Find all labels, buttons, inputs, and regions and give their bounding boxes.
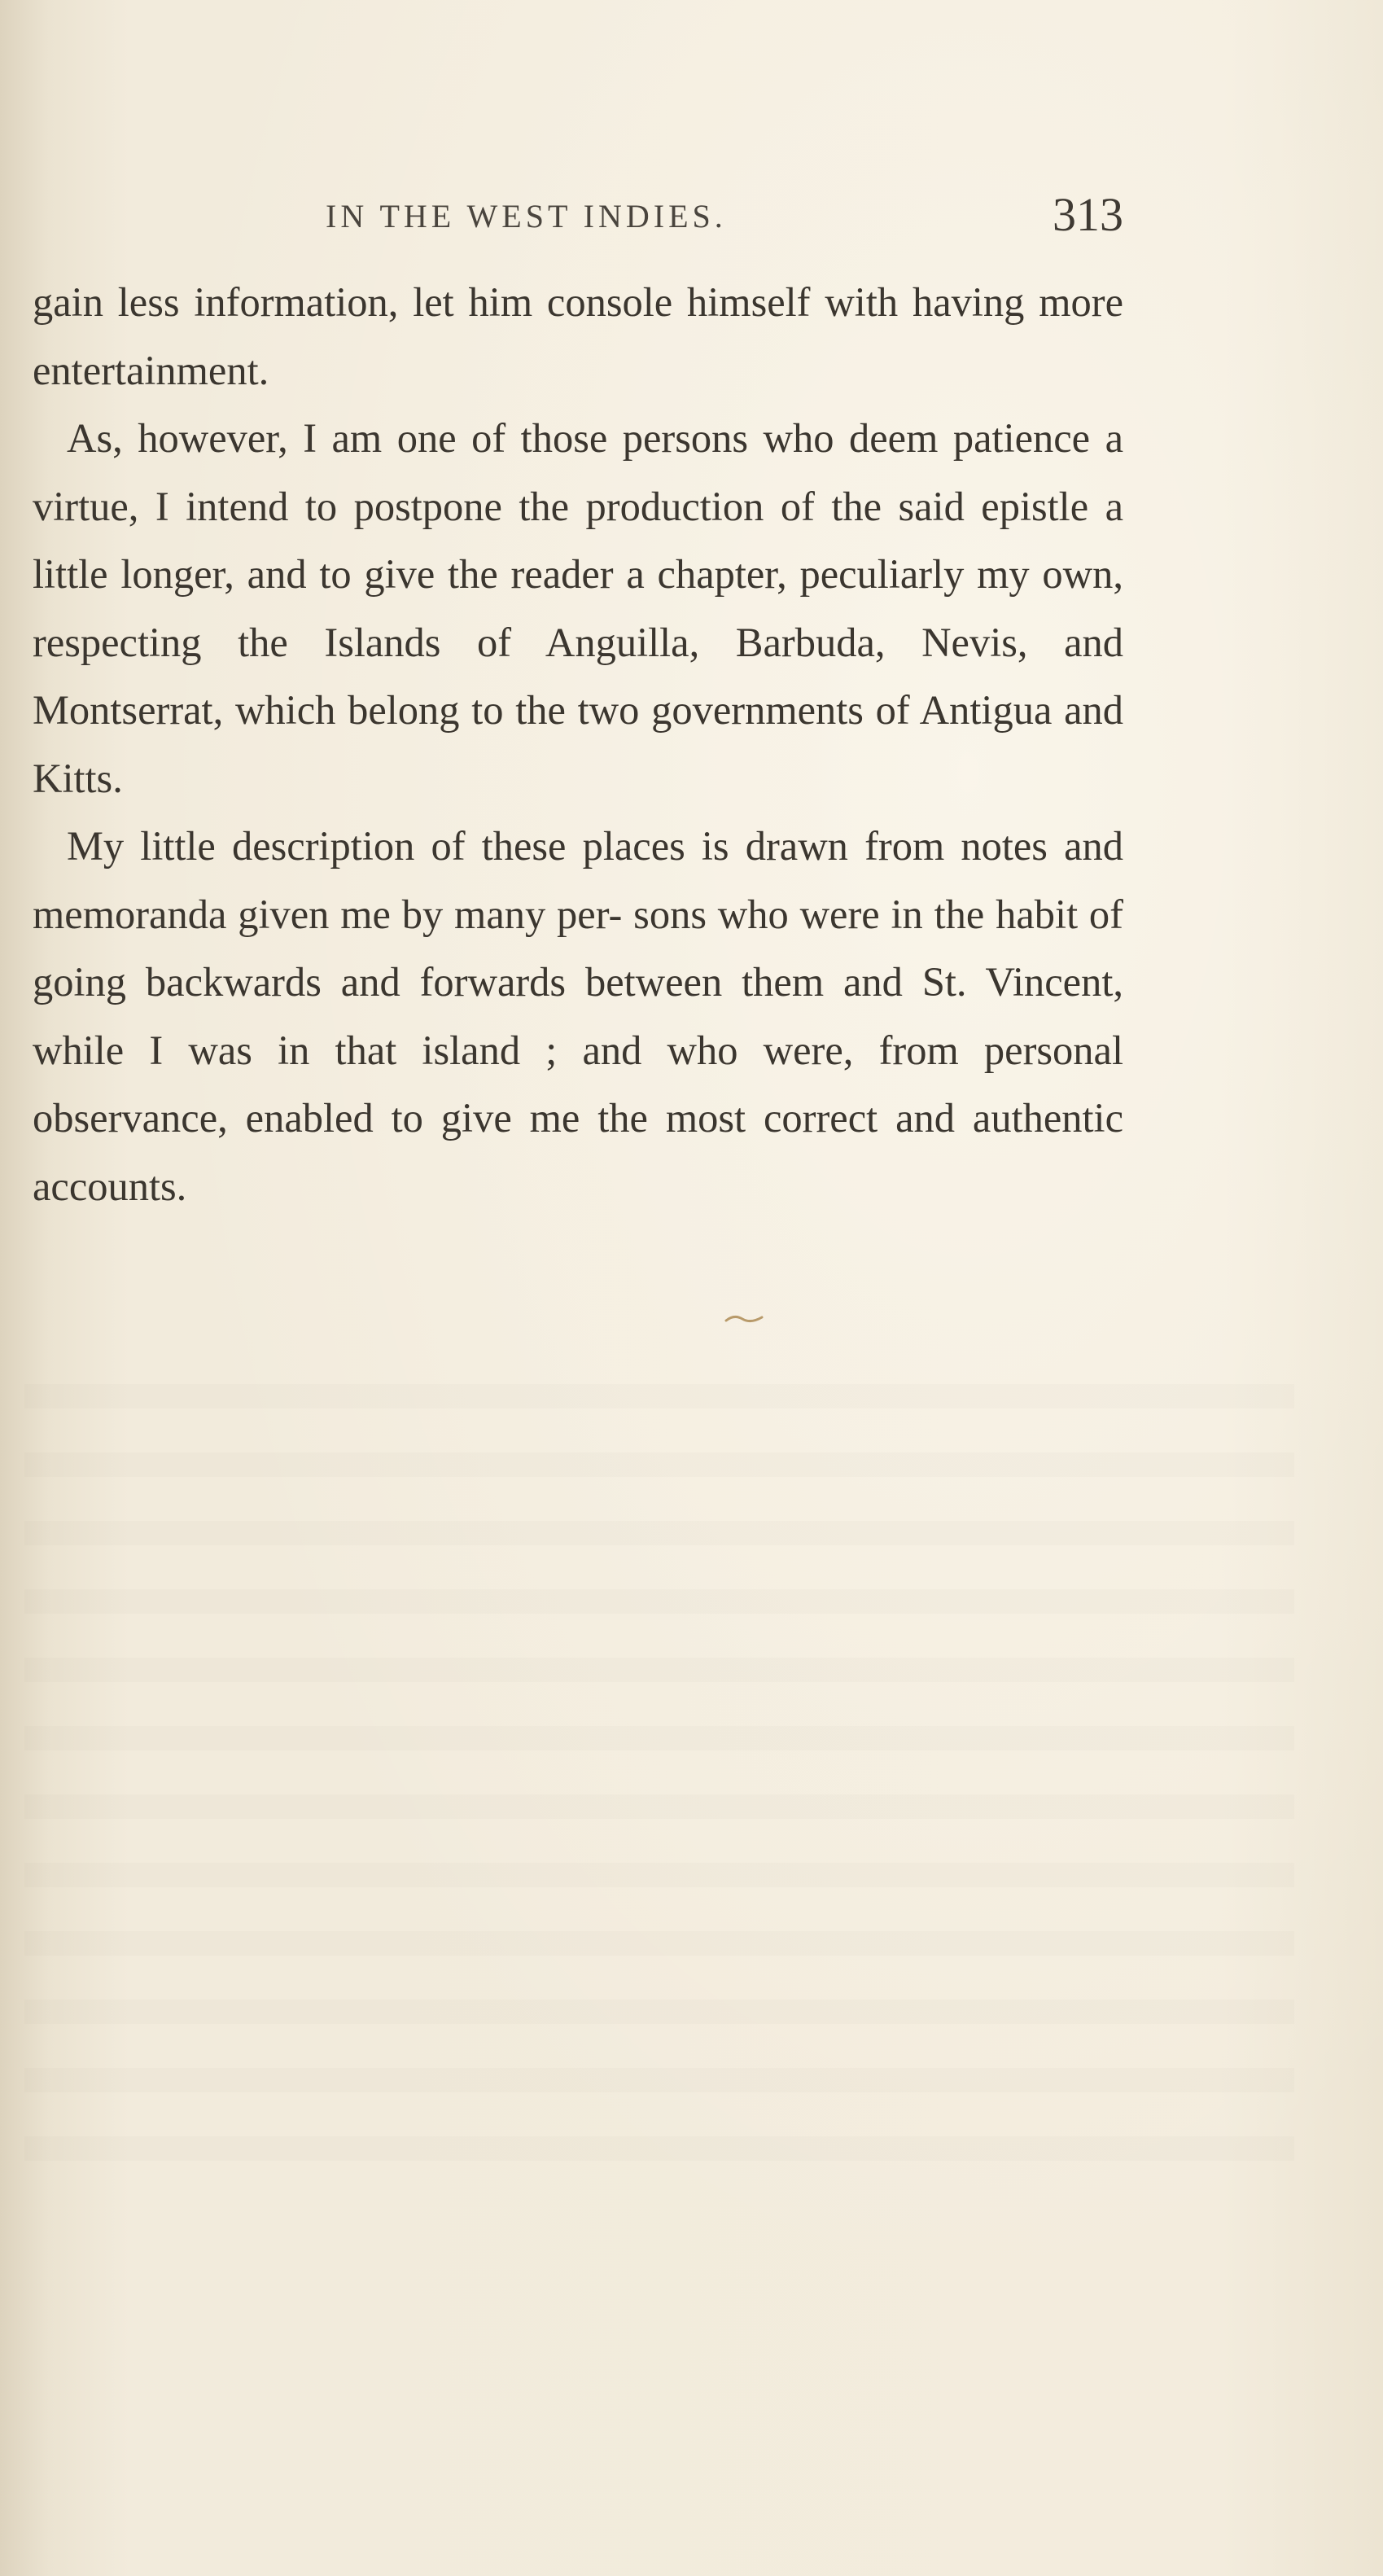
paragraph-2 (33, 405, 1123, 813)
paragraph-3 (33, 813, 1123, 1220)
page-header (33, 188, 1123, 249)
text-line: from notes and memoranda given me by many per- (33, 823, 1124, 937)
text-line: which belong to the two governments of Antigua (234, 687, 1053, 733)
text-line: was in that island ; and who were, from personal (188, 1027, 1124, 1073)
text-line: reader a chapter, peculiarly my own, respecting the (33, 551, 1123, 665)
ink-smudge-icon (724, 1312, 764, 1324)
text-line: having more entertainment. (33, 279, 1124, 393)
text-line: As, however, I am one of those persons who deem (67, 415, 939, 461)
page-number: 313 (1053, 188, 1123, 241)
text-line: Islands of Anguilla, Barbuda, Nevis, and Montserrat, (33, 619, 1124, 733)
text-line: and forwards between them and St. Vincent, while I (33, 959, 1123, 1073)
paragraph-1 (33, 269, 1123, 405)
show-through-text (24, 1384, 1294, 2198)
running-head: IN THE WEST INDIES. (326, 198, 727, 234)
text-line: authentic accounts. (33, 1095, 1123, 1209)
text-line: of the said epistle a little longer, and to give the (33, 483, 1123, 597)
text-line: and Kitts. (33, 687, 1124, 801)
body-text (33, 269, 1123, 1220)
text-line: observance, enabled to give me the most correct and (33, 1095, 955, 1141)
text-line: My little description of these places is drawn (67, 823, 848, 869)
text-line: patience a virtue, I intend to postpone the production (33, 415, 1124, 529)
text-line: sons who were in the habit of going backwards (33, 891, 1123, 1005)
text-line: gain less information, let him console himself with (33, 279, 899, 325)
